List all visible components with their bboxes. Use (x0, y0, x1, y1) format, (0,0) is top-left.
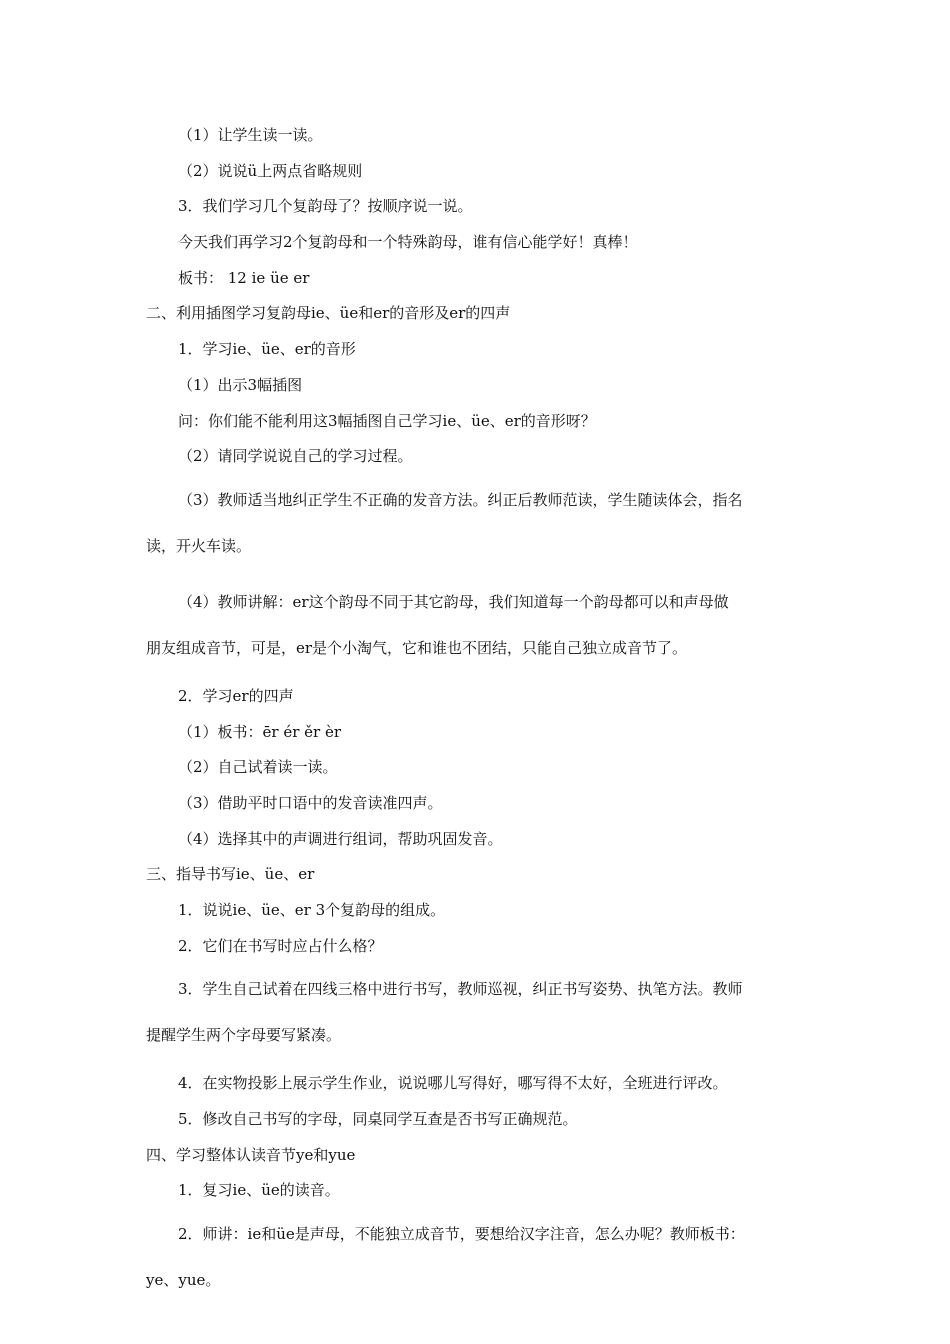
text-line: 1．复习ie、üe的读音。 (178, 1181, 340, 1200)
text-line: （3）借助平时口语中的发音读准四声。 (178, 793, 443, 812)
text-line: 2．师讲：ie和üe是声母，不能独立成音节，要想给汉字注音，怎么办呢？教师板书： (178, 1225, 745, 1244)
text-line: 4．在实物投影上展示学生作业，说说哪儿写得好，哪写得不太好，全班进行评改。 (178, 1074, 728, 1093)
section-heading: 四、学习整体认读音节ye和yue (146, 1145, 356, 1164)
text-line: （2）自己试着读一读。 (178, 758, 338, 777)
text-line: 板书： 12 ie üe er (178, 268, 310, 287)
text-line: （1）让学生读一读。 (178, 126, 323, 144)
text-line: 5．修改自己书写的字母，同桌同学互查是否书写正确规范。 (178, 1110, 578, 1129)
text-line: 3．我们学习几个复韵母了？按顺序说一说。 (178, 197, 473, 216)
text-line: （4）教师讲解：er这个韵母不同于其它韵母，我们知道每一个韵母都可以和声母做 (178, 592, 729, 611)
text-line: 1．说说ie、üe、er 3个复韵母的组成。 (178, 901, 446, 919)
text-line: 问：你们能不能利用这3幅插图自己学习ie、üe、er的音形呀？ (178, 411, 596, 430)
text-line: （2）说说ü上两点省略规则 (178, 161, 363, 180)
text-line: 3．学生自己试着在四线三格中进行书写，教师巡视，纠正书写姿势、执笔方法。教师 (178, 980, 743, 999)
text-line-continued: 朋友组成音节，可是，er是个小淘气，它和谁也不团结，只能自己独立成音节了。 (146, 638, 688, 657)
text-line: 今天我们再学习2个复韵母和一个特殊韵母，谁有信心能学好！真棒！ (178, 233, 638, 252)
text-line: 2．它们在书写时应占什么格？ (178, 936, 383, 955)
text-line: （1）板书：ēr ér ěr èr (178, 722, 342, 741)
text-line-continued: ye、yue。 (146, 1271, 221, 1290)
text-line: 2．学习er的四声 (178, 686, 294, 705)
document-body (146, 118, 810, 1311)
text-line: （2）请同学说说自己的学习过程。 (178, 447, 413, 466)
text-line: 1．学习ie、üe、er的音形 (178, 340, 356, 359)
text-line: （3）教师适当地纠正学生不正确的发音方法。纠正后教师范读，学生随读体会，指名 (178, 490, 743, 509)
section-heading: 三、指导书写ie、üe、er (146, 865, 315, 884)
text-line: （4）选择其中的声调进行组词，帮助巩固发音。 (178, 829, 503, 848)
text-line-continued: 提醒学生两个字母要写紧凑。 (146, 1026, 342, 1045)
section-heading: 二、利用插图学习复韵母ie、üe和er的音形及er的四声 (146, 304, 511, 323)
text-line: （1）出示3幅插图 (178, 375, 303, 394)
text-line-continued: 读，开火车读。 (146, 536, 252, 555)
